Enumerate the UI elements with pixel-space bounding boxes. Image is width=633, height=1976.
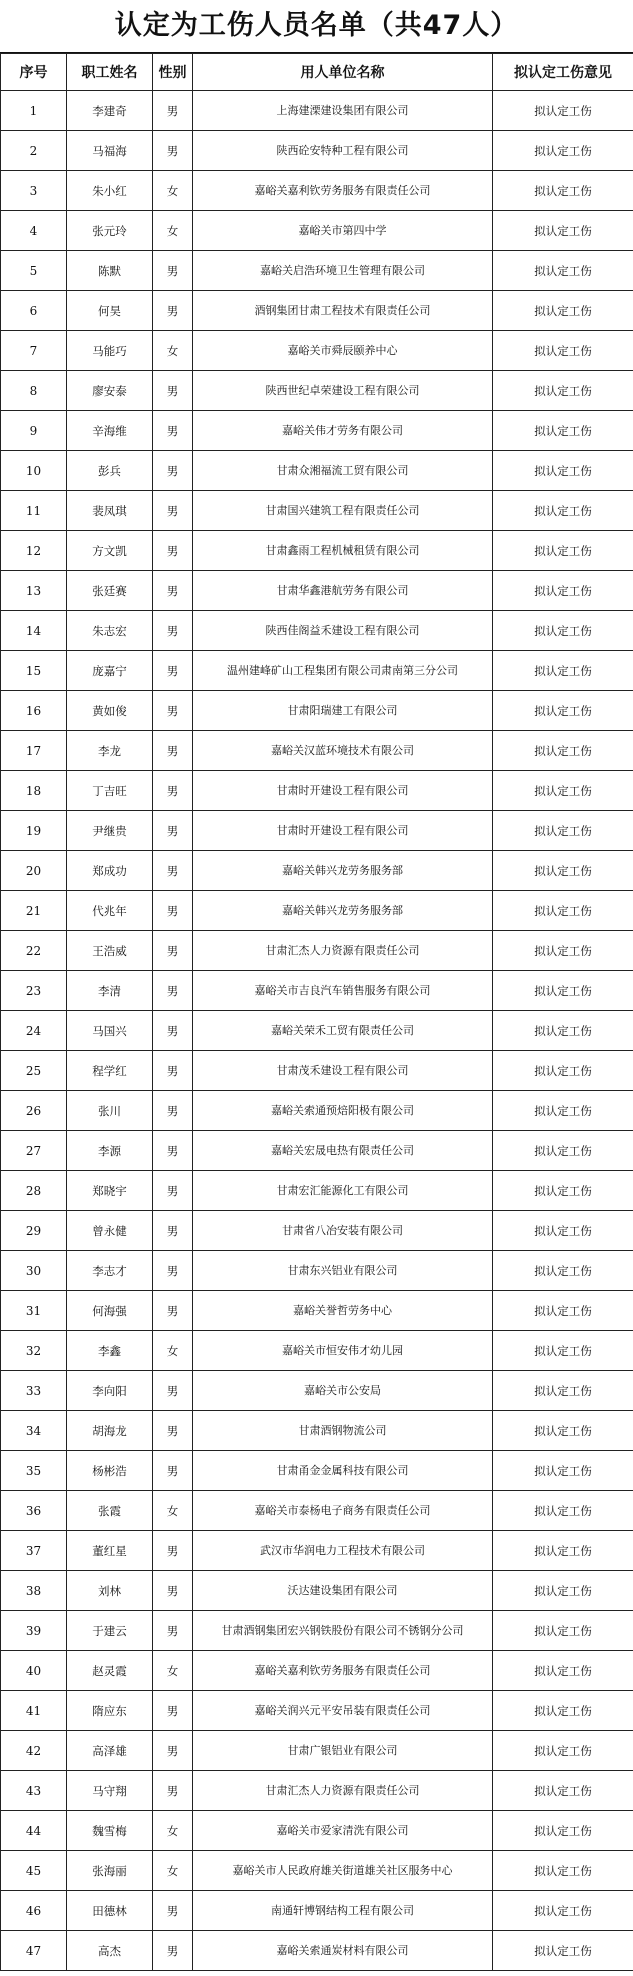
cell-opinion: 拟认定工伤 xyxy=(493,851,633,891)
cell-employer: 嘉峪关索通炭材料有限公司 xyxy=(193,1931,493,1971)
cell-worker-name: 陈默 xyxy=(67,251,153,291)
cell-opinion: 拟认定工伤 xyxy=(493,931,633,971)
cell-employer: 上海建溧建设集团有限公司 xyxy=(193,91,493,131)
header-worker-name: 职工姓名 xyxy=(67,54,153,91)
cell-index: 47 xyxy=(1,1931,67,1971)
cell-employer: 嘉峪关市爱家清洗有限公司 xyxy=(193,1811,493,1851)
cell-gender: 女 xyxy=(153,211,193,251)
table-row xyxy=(1,291,633,331)
cell-index: 33 xyxy=(1,1371,67,1411)
cell-worker-name: 郑成功 xyxy=(67,851,153,891)
table-row xyxy=(1,811,633,851)
table-row xyxy=(1,491,633,531)
cell-employer: 嘉峪关索通预焙阳极有限公司 xyxy=(193,1091,493,1131)
cell-worker-name: 张廷赛 xyxy=(67,571,153,611)
cell-index: 2 xyxy=(1,131,67,171)
cell-gender: 男 xyxy=(153,851,193,891)
cell-gender: 男 xyxy=(153,91,193,131)
cell-opinion: 拟认定工伤 xyxy=(493,731,633,771)
cell-worker-name: 高泽雄 xyxy=(67,1731,153,1771)
cell-opinion: 拟认定工伤 xyxy=(493,691,633,731)
cell-gender: 女 xyxy=(153,1851,193,1891)
cell-index: 1 xyxy=(1,91,67,131)
cell-worker-name: 黄如俊 xyxy=(67,691,153,731)
cell-opinion: 拟认定工伤 xyxy=(493,1371,633,1411)
cell-opinion: 拟认定工伤 xyxy=(493,1931,633,1971)
cell-employer: 甘肃甬金金属科技有限公司 xyxy=(193,1451,493,1491)
cell-worker-name: 程学红 xyxy=(67,1051,153,1091)
cell-index: 18 xyxy=(1,771,67,811)
cell-employer: 甘肃酒钢集团宏兴钢铁股份有限公司不锈钢分公司 xyxy=(193,1611,493,1651)
table-row xyxy=(1,1611,633,1651)
cell-opinion: 拟认定工伤 xyxy=(493,1251,633,1291)
cell-gender: 男 xyxy=(153,1251,193,1291)
cell-employer: 甘肃华鑫港航劳务有限公司 xyxy=(193,571,493,611)
cell-worker-name: 王浩威 xyxy=(67,931,153,971)
cell-gender: 男 xyxy=(153,731,193,771)
table-row xyxy=(1,1251,633,1291)
table-row xyxy=(1,211,633,251)
cell-opinion: 拟认定工伤 xyxy=(493,291,633,331)
cell-gender: 女 xyxy=(153,1331,193,1371)
cell-opinion: 拟认定工伤 xyxy=(493,1291,633,1331)
cell-worker-name: 刘林 xyxy=(67,1571,153,1611)
cell-opinion: 拟认定工伤 xyxy=(493,451,633,491)
cell-gender: 男 xyxy=(153,1091,193,1131)
cell-worker-name: 朱志宏 xyxy=(67,611,153,651)
table-row xyxy=(1,1531,633,1571)
table-row xyxy=(1,1931,633,1971)
cell-employer: 武汉市华润电力工程技术有限公司 xyxy=(193,1531,493,1571)
cell-gender: 男 xyxy=(153,811,193,851)
cell-worker-name: 代兆年 xyxy=(67,891,153,931)
cell-worker-name: 马福海 xyxy=(67,131,153,171)
header-opinion: 拟认定工伤意见 xyxy=(493,54,633,91)
table-row xyxy=(1,1171,633,1211)
cell-opinion: 拟认定工伤 xyxy=(493,531,633,571)
cell-employer: 嘉峪关市人民政府雄关街道雄关社区服务中心 xyxy=(193,1851,493,1891)
cell-index: 13 xyxy=(1,571,67,611)
cell-opinion: 拟认定工伤 xyxy=(493,331,633,371)
cell-opinion: 拟认定工伤 xyxy=(493,1331,633,1371)
cell-worker-name: 马国兴 xyxy=(67,1011,153,1051)
cell-employer: 甘肃汇杰人力资源有限责任公司 xyxy=(193,931,493,971)
cell-worker-name: 于建云 xyxy=(67,1611,153,1651)
cell-worker-name: 何昊 xyxy=(67,291,153,331)
cell-index: 38 xyxy=(1,1571,67,1611)
cell-employer: 嘉峪关市吉良汽车销售服务有限公司 xyxy=(193,971,493,1011)
cell-opinion: 拟认定工伤 xyxy=(493,771,633,811)
cell-index: 21 xyxy=(1,891,67,931)
cell-opinion: 拟认定工伤 xyxy=(493,131,633,171)
cell-worker-name: 李龙 xyxy=(67,731,153,771)
cell-employer: 嘉峪关启浩环境卫生管理有限公司 xyxy=(193,251,493,291)
cell-worker-name: 田德林 xyxy=(67,1891,153,1931)
cell-index: 43 xyxy=(1,1771,67,1811)
table-row xyxy=(1,1491,633,1531)
cell-gender: 男 xyxy=(153,1531,193,1571)
cell-index: 42 xyxy=(1,1731,67,1771)
table-row xyxy=(1,611,633,651)
cell-opinion: 拟认定工伤 xyxy=(493,1211,633,1251)
table-row xyxy=(1,731,633,771)
cell-employer: 嘉峪关宏晟电热有限责任公司 xyxy=(193,1131,493,1171)
cell-index: 17 xyxy=(1,731,67,771)
cell-gender: 女 xyxy=(153,331,193,371)
table-row xyxy=(1,931,633,971)
cell-index: 40 xyxy=(1,1651,67,1691)
table-row xyxy=(1,1011,633,1051)
cell-index: 34 xyxy=(1,1411,67,1451)
cell-index: 7 xyxy=(1,331,67,371)
cell-opinion: 拟认定工伤 xyxy=(493,1011,633,1051)
cell-opinion: 拟认定工伤 xyxy=(493,1651,633,1691)
header-index: 序号 xyxy=(1,54,67,91)
cell-gender: 男 xyxy=(153,531,193,571)
cell-worker-name: 辛海维 xyxy=(67,411,153,451)
header-gender: 性别 xyxy=(153,54,193,91)
table-row xyxy=(1,851,633,891)
table-row xyxy=(1,411,633,451)
cell-index: 16 xyxy=(1,691,67,731)
cell-worker-name: 张霞 xyxy=(67,1491,153,1531)
cell-opinion: 拟认定工伤 xyxy=(493,91,633,131)
table-row xyxy=(1,91,633,131)
cell-employer: 甘肃宏汇能源化工有限公司 xyxy=(193,1171,493,1211)
document-title: 认定为工伤人员名单（共47人） xyxy=(0,0,633,53)
cell-index: 9 xyxy=(1,411,67,451)
cell-opinion: 拟认定工伤 xyxy=(493,211,633,251)
cell-index: 37 xyxy=(1,1531,67,1571)
table-row xyxy=(1,651,633,691)
cell-gender: 男 xyxy=(153,411,193,451)
table-row xyxy=(1,1691,633,1731)
cell-worker-name: 李建奇 xyxy=(67,91,153,131)
table-row xyxy=(1,531,633,571)
cell-employer: 嘉峪关市第四中学 xyxy=(193,211,493,251)
cell-worker-name: 李向阳 xyxy=(67,1371,153,1411)
table-row xyxy=(1,1771,633,1811)
cell-index: 25 xyxy=(1,1051,67,1091)
cell-employer: 甘肃东兴铝业有限公司 xyxy=(193,1251,493,1291)
cell-employer: 南通轩博钢结构工程有限公司 xyxy=(193,1891,493,1931)
cell-worker-name: 张海丽 xyxy=(67,1851,153,1891)
cell-gender: 男 xyxy=(153,1931,193,1971)
cell-employer: 嘉峪关誉哲劳务中心 xyxy=(193,1291,493,1331)
cell-index: 26 xyxy=(1,1091,67,1131)
cell-employer: 甘肃茂禾建设工程有限公司 xyxy=(193,1051,493,1091)
cell-employer: 嘉峪关市舜辰颐养中心 xyxy=(193,331,493,371)
cell-opinion: 拟认定工伤 xyxy=(493,491,633,531)
cell-opinion: 拟认定工伤 xyxy=(493,1611,633,1651)
cell-gender: 男 xyxy=(153,131,193,171)
cell-worker-name: 庞嘉宁 xyxy=(67,651,153,691)
cell-worker-name: 张川 xyxy=(67,1091,153,1131)
cell-employer: 温州建峰矿山工程集团有限公司肃南第三分公司 xyxy=(193,651,493,691)
cell-employer: 嘉峪关嘉利钦劳务服务有限责任公司 xyxy=(193,1651,493,1691)
table-row xyxy=(1,371,633,411)
cell-index: 35 xyxy=(1,1451,67,1491)
cell-gender: 女 xyxy=(153,171,193,211)
table-row xyxy=(1,251,633,291)
cell-index: 11 xyxy=(1,491,67,531)
table-row xyxy=(1,1091,633,1131)
cell-worker-name: 曾永健 xyxy=(67,1211,153,1251)
cell-gender: 男 xyxy=(153,1291,193,1331)
table-row xyxy=(1,131,633,171)
cell-worker-name: 丁吉旺 xyxy=(67,771,153,811)
cell-index: 44 xyxy=(1,1811,67,1851)
table-row xyxy=(1,1331,633,1371)
cell-gender: 男 xyxy=(153,611,193,651)
cell-worker-name: 李志才 xyxy=(67,1251,153,1291)
table-row xyxy=(1,1891,633,1931)
cell-employer: 沃达建设集团有限公司 xyxy=(193,1571,493,1611)
cell-employer: 甘肃阳瑞建工有限公司 xyxy=(193,691,493,731)
cell-gender: 男 xyxy=(153,1371,193,1411)
cell-index: 36 xyxy=(1,1491,67,1531)
cell-gender: 女 xyxy=(153,1811,193,1851)
cell-opinion: 拟认定工伤 xyxy=(493,1091,633,1131)
header-employer: 用人单位名称 xyxy=(193,54,493,91)
cell-employer: 嘉峪关市泰杨电子商务有限责任公司 xyxy=(193,1491,493,1531)
cell-gender: 男 xyxy=(153,771,193,811)
cell-opinion: 拟认定工伤 xyxy=(493,811,633,851)
cell-index: 31 xyxy=(1,1291,67,1331)
cell-gender: 男 xyxy=(153,971,193,1011)
cell-opinion: 拟认定工伤 xyxy=(493,1811,633,1851)
cell-employer: 嘉峪关润兴元平安吊装有限责任公司 xyxy=(193,1691,493,1731)
cell-index: 46 xyxy=(1,1891,67,1931)
table-row xyxy=(1,1571,633,1611)
cell-worker-name: 方文凯 xyxy=(67,531,153,571)
cell-opinion: 拟认定工伤 xyxy=(493,1731,633,1771)
cell-opinion: 拟认定工伤 xyxy=(493,1851,633,1891)
cell-gender: 男 xyxy=(153,451,193,491)
table-row xyxy=(1,1851,633,1891)
cell-gender: 男 xyxy=(153,1611,193,1651)
table-row xyxy=(1,1811,633,1851)
cell-gender: 男 xyxy=(153,1011,193,1051)
cell-opinion: 拟认定工伤 xyxy=(493,171,633,211)
cell-worker-name: 高杰 xyxy=(67,1931,153,1971)
cell-employer: 嘉峪关伟才劳务有限公司 xyxy=(193,411,493,451)
cell-worker-name: 朱小红 xyxy=(67,171,153,211)
cell-employer: 甘肃众湘福流工贸有限公司 xyxy=(193,451,493,491)
cell-index: 45 xyxy=(1,1851,67,1891)
cell-employer: 嘉峪关市恒安伟才幼儿园 xyxy=(193,1331,493,1371)
cell-index: 29 xyxy=(1,1211,67,1251)
cell-employer: 嘉峪关韩兴龙劳务服务部 xyxy=(193,891,493,931)
cell-gender: 男 xyxy=(153,1051,193,1091)
cell-gender: 男 xyxy=(153,1131,193,1171)
cell-opinion: 拟认定工伤 xyxy=(493,371,633,411)
cell-gender: 男 xyxy=(153,1411,193,1451)
cell-worker-name: 裴凤琪 xyxy=(67,491,153,531)
cell-gender: 男 xyxy=(153,1211,193,1251)
cell-opinion: 拟认定工伤 xyxy=(493,971,633,1011)
cell-opinion: 拟认定工伤 xyxy=(493,651,633,691)
cell-index: 12 xyxy=(1,531,67,571)
cell-gender: 男 xyxy=(153,651,193,691)
table-body xyxy=(1,91,633,1971)
cell-worker-name: 董红星 xyxy=(67,1531,153,1571)
cell-opinion: 拟认定工伤 xyxy=(493,571,633,611)
cell-worker-name: 何海强 xyxy=(67,1291,153,1331)
cell-employer: 甘肃汇杰人力资源有限责任公司 xyxy=(193,1771,493,1811)
cell-opinion: 拟认定工伤 xyxy=(493,1411,633,1451)
cell-index: 8 xyxy=(1,371,67,411)
cell-gender: 女 xyxy=(153,1651,193,1691)
cell-gender: 男 xyxy=(153,691,193,731)
cell-opinion: 拟认定工伤 xyxy=(493,1571,633,1611)
cell-opinion: 拟认定工伤 xyxy=(493,411,633,451)
table-row xyxy=(1,1371,633,1411)
cell-employer: 嘉峪关荣禾工贸有限责任公司 xyxy=(193,1011,493,1051)
cell-index: 14 xyxy=(1,611,67,651)
cell-employer: 陕西砼安特种工程有限公司 xyxy=(193,131,493,171)
cell-index: 15 xyxy=(1,651,67,691)
cell-opinion: 拟认定工伤 xyxy=(493,1691,633,1731)
cell-worker-name: 杨彬浩 xyxy=(67,1451,153,1491)
table-row xyxy=(1,1411,633,1451)
table-row xyxy=(1,1451,633,1491)
cell-employer: 陕西佳阁益禾建设工程有限公司 xyxy=(193,611,493,651)
cell-employer: 嘉峪关市公安局 xyxy=(193,1371,493,1411)
cell-index: 3 xyxy=(1,171,67,211)
cell-gender: 男 xyxy=(153,1171,193,1211)
table-row xyxy=(1,1291,633,1331)
table-row xyxy=(1,331,633,371)
cell-opinion: 拟认定工伤 xyxy=(493,1051,633,1091)
cell-gender: 男 xyxy=(153,1891,193,1931)
cell-gender: 男 xyxy=(153,891,193,931)
cell-index: 22 xyxy=(1,931,67,971)
cell-employer: 甘肃时开建设工程有限公司 xyxy=(193,811,493,851)
cell-gender: 男 xyxy=(153,1691,193,1731)
cell-opinion: 拟认定工伤 xyxy=(493,1891,633,1931)
cell-index: 23 xyxy=(1,971,67,1011)
cell-gender: 女 xyxy=(153,1491,193,1531)
cell-worker-name: 彭兵 xyxy=(67,451,153,491)
cell-gender: 男 xyxy=(153,931,193,971)
cell-index: 19 xyxy=(1,811,67,851)
cell-worker-name: 胡海龙 xyxy=(67,1411,153,1451)
cell-gender: 男 xyxy=(153,251,193,291)
cell-gender: 男 xyxy=(153,371,193,411)
cell-index: 6 xyxy=(1,291,67,331)
cell-opinion: 拟认定工伤 xyxy=(493,1451,633,1491)
cell-employer: 甘肃广银铝业有限公司 xyxy=(193,1731,493,1771)
table-row xyxy=(1,1651,633,1691)
cell-index: 28 xyxy=(1,1171,67,1211)
cell-worker-name: 魏雪梅 xyxy=(67,1811,153,1851)
cell-employer: 陕西世纪卓荣建设工程有限公司 xyxy=(193,371,493,411)
table-row xyxy=(1,1211,633,1251)
table-row xyxy=(1,1131,633,1171)
cell-opinion: 拟认定工伤 xyxy=(493,1771,633,1811)
table-row xyxy=(1,451,633,491)
table-row xyxy=(1,1051,633,1091)
cell-worker-name: 马守翔 xyxy=(67,1771,153,1811)
table-row xyxy=(1,891,633,931)
cell-opinion: 拟认定工伤 xyxy=(493,1131,633,1171)
cell-worker-name: 李鑫 xyxy=(67,1331,153,1371)
cell-worker-name: 李源 xyxy=(67,1131,153,1171)
injury-list-table xyxy=(0,53,633,1971)
cell-employer: 嘉峪关嘉利钦劳务服务有限责任公司 xyxy=(193,171,493,211)
cell-employer: 酒钢集团甘肃工程技术有限责任公司 xyxy=(193,291,493,331)
cell-employer: 甘肃时开建设工程有限公司 xyxy=(193,771,493,811)
table-row xyxy=(1,1731,633,1771)
cell-index: 41 xyxy=(1,1691,67,1731)
cell-opinion: 拟认定工伤 xyxy=(493,1531,633,1571)
table-row xyxy=(1,571,633,611)
cell-gender: 男 xyxy=(153,1451,193,1491)
cell-employer: 嘉峪关韩兴龙劳务服务部 xyxy=(193,851,493,891)
cell-gender: 男 xyxy=(153,291,193,331)
cell-employer: 甘肃酒钢物流公司 xyxy=(193,1411,493,1451)
cell-opinion: 拟认定工伤 xyxy=(493,251,633,291)
table-row xyxy=(1,771,633,811)
cell-gender: 男 xyxy=(153,1731,193,1771)
cell-worker-name: 李清 xyxy=(67,971,153,1011)
table-row xyxy=(1,691,633,731)
cell-opinion: 拟认定工伤 xyxy=(493,1171,633,1211)
cell-gender: 男 xyxy=(153,571,193,611)
cell-worker-name: 马能巧 xyxy=(67,331,153,371)
cell-worker-name: 隋应东 xyxy=(67,1691,153,1731)
cell-index: 39 xyxy=(1,1611,67,1651)
cell-index: 5 xyxy=(1,251,67,291)
cell-index: 30 xyxy=(1,1251,67,1291)
cell-gender: 男 xyxy=(153,1771,193,1811)
cell-opinion: 拟认定工伤 xyxy=(493,891,633,931)
cell-worker-name: 尹继贵 xyxy=(67,811,153,851)
cell-worker-name: 廖安泰 xyxy=(67,371,153,411)
cell-worker-name: 赵灵霞 xyxy=(67,1651,153,1691)
table-row xyxy=(1,171,633,211)
cell-index: 10 xyxy=(1,451,67,491)
cell-employer: 甘肃鑫雨工程机械租赁有限公司 xyxy=(193,531,493,571)
cell-employer: 甘肃省八冶安装有限公司 xyxy=(193,1211,493,1251)
cell-gender: 男 xyxy=(153,491,193,531)
cell-index: 20 xyxy=(1,851,67,891)
table-row xyxy=(1,971,633,1011)
cell-employer: 甘肃国兴建筑工程有限责任公司 xyxy=(193,491,493,531)
cell-opinion: 拟认定工伤 xyxy=(493,611,633,651)
cell-worker-name: 张元玲 xyxy=(67,211,153,251)
cell-gender: 男 xyxy=(153,1571,193,1611)
table-header-row xyxy=(1,54,633,91)
cell-opinion: 拟认定工伤 xyxy=(493,1491,633,1531)
cell-index: 27 xyxy=(1,1131,67,1171)
cell-employer: 嘉峪关汉蓝环境技术有限公司 xyxy=(193,731,493,771)
cell-worker-name: 郑晓宇 xyxy=(67,1171,153,1211)
cell-index: 24 xyxy=(1,1011,67,1051)
cell-index: 4 xyxy=(1,211,67,251)
cell-index: 32 xyxy=(1,1331,67,1371)
